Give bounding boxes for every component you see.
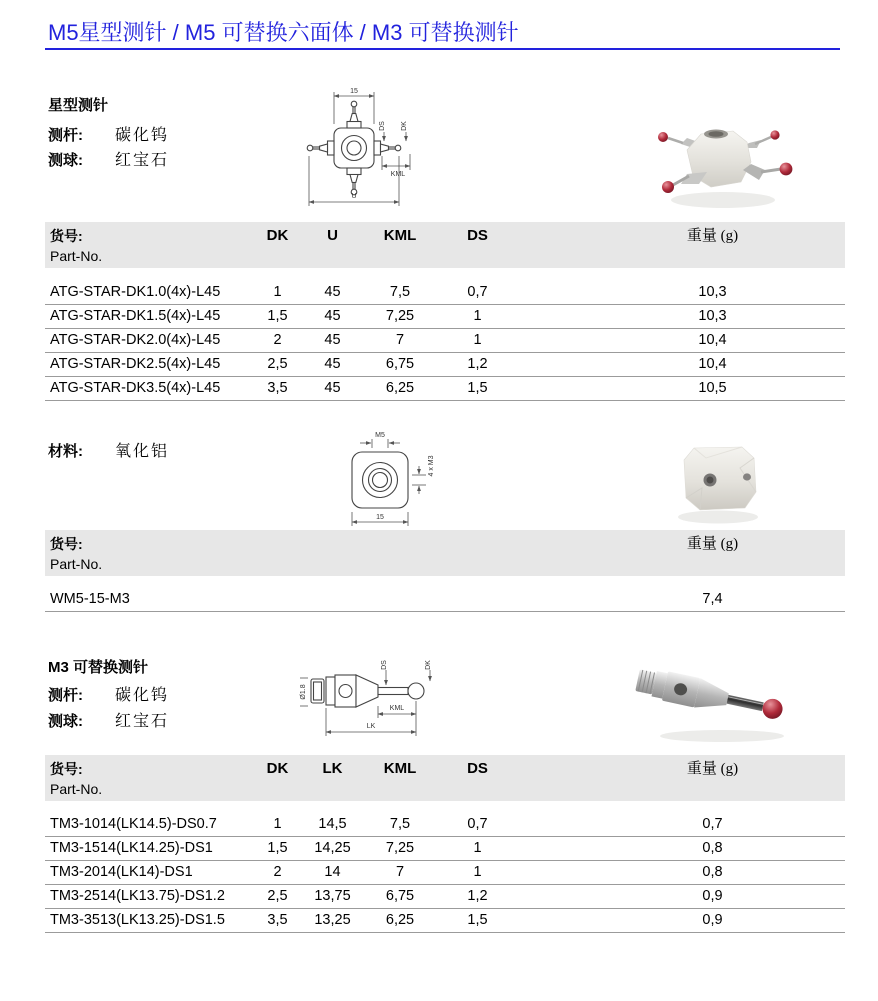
star-table-body [45, 281, 845, 401]
m3-table-header [45, 755, 845, 801]
cell-u: 45 [324, 380, 341, 396]
page-title: M5星型测针 / M5 可替换六面体 / M3 可替换测针 [48, 20, 519, 45]
ball-label: 测球: [48, 152, 83, 169]
cell-lk: 13,75 [314, 888, 351, 904]
render-shadow [678, 511, 758, 524]
cell-dk: 1,5 [267, 840, 288, 856]
cell-kml: 6,25 [385, 912, 415, 928]
ruby-ball [658, 132, 668, 142]
render-shadow [660, 730, 784, 742]
cell-weight: 10,4 [698, 332, 727, 348]
part-number: ATG-STAR-DK2.0(4x)-L45 [50, 332, 221, 348]
ruby-ball [770, 130, 779, 139]
cell-kml: 7,5 [389, 816, 411, 832]
part-number: WM5-15-M3 [50, 591, 130, 607]
dim-ds-label: DS [379, 121, 386, 131]
cube-table-body [45, 588, 845, 612]
render-shadow [671, 192, 775, 208]
cell-dk: 2,5 [267, 888, 288, 904]
ball-value: 红宝石 [115, 152, 170, 169]
cell-u: 45 [324, 356, 341, 372]
dim-dk-label: DK [425, 660, 432, 670]
cell-weight: 10,3 [698, 308, 727, 324]
column-weight: 重量 (g) [686, 761, 739, 777]
cell-ds: 1,2 [467, 888, 488, 904]
cell-kml: 7,25 [385, 308, 415, 324]
cell-u: 45 [324, 308, 341, 324]
cell-weight: 0,9 [702, 912, 723, 928]
partno-sub-label: Part-No. [50, 248, 103, 264]
partno-label: 货号: [50, 228, 83, 244]
table-row [45, 861, 845, 885]
cell-u: 45 [324, 332, 341, 348]
cell-dk: 2,5 [267, 356, 288, 372]
star-table-header [45, 222, 845, 268]
cell-dk: 1 [273, 284, 282, 300]
table-row [45, 305, 845, 329]
table-row [45, 909, 845, 933]
cell-weight: 10,5 [698, 380, 727, 396]
column-weight: 重量 (g) [686, 536, 739, 552]
cell-weight: 0,8 [702, 864, 723, 880]
cell-kml: 6,25 [385, 380, 415, 396]
part-number: TM3-1014(LK14.5)-DS0.7 [50, 816, 217, 832]
shaft-label: 测杆: [48, 127, 83, 144]
shaft-value: 碳化钨 [115, 687, 170, 704]
dim-kml-label: KML [390, 171, 406, 178]
table-row [45, 885, 845, 909]
cell-weight: 0,8 [702, 840, 723, 856]
part-number: TM3-3513(LK13.25)-DS1.5 [50, 912, 225, 928]
column-kml: KML [383, 760, 417, 777]
cell-weight: 0,9 [702, 888, 723, 904]
dim-ds-label: DS [381, 660, 388, 670]
dim-15-label: 15 [376, 514, 384, 521]
dim-u-label: U [351, 193, 357, 200]
cell-ds: 1 [473, 840, 482, 856]
cell-ds: 0,7 [467, 816, 488, 832]
cell-kml: 7 [395, 332, 405, 348]
cell-kml: 7,25 [385, 840, 415, 856]
ruby-ball [780, 163, 793, 176]
cell-ds: 1 [473, 864, 482, 880]
cube-technical-drawing [332, 426, 442, 528]
cell-ds: 1 [473, 332, 482, 348]
dim-lk-label: LK [366, 723, 376, 730]
column-weight: 重量 (g) [686, 228, 739, 244]
cell-dk: 3,5 [267, 380, 288, 396]
part-number: TM3-2014(LK14)-DS1 [50, 864, 193, 880]
ruby-ball [662, 181, 674, 193]
column-dk: DK [266, 227, 289, 244]
dim-m5-label: M5 [375, 432, 385, 439]
cell-dk: 2 [273, 332, 282, 348]
table-row [45, 377, 845, 401]
title-divider [45, 48, 840, 50]
cell-u: 45 [324, 284, 341, 300]
cell-kml: 6,75 [385, 888, 415, 904]
dim-dk-label: DK [401, 121, 408, 131]
cell-weight: 0,7 [702, 816, 723, 832]
partno-label: 货号: [50, 761, 83, 777]
dim-m3-label: 4 x M3 [428, 455, 435, 477]
dim-15-label: 15 [350, 88, 358, 95]
ball-label: 测球: [48, 713, 83, 730]
column-ds: DS [467, 760, 488, 777]
table-row [45, 588, 845, 612]
cell-weight: 7,4 [702, 591, 723, 607]
star-stylus-technical-drawing [292, 84, 437, 212]
cell-ds: 1 [473, 308, 482, 324]
cell-dk: 1 [273, 816, 282, 832]
cell-ds: 0,7 [467, 284, 488, 300]
cell-lk: 14,25 [314, 840, 351, 856]
table-row [45, 837, 845, 861]
part-number: ATG-STAR-DK1.5(4x)-L45 [50, 308, 221, 324]
star-section-heading: 星型测针 [48, 97, 109, 114]
m3-stylus-technical-drawing [298, 656, 438, 744]
cell-dk: 3,5 [267, 912, 288, 928]
part-number: TM3-1514(LK14.25)-DS1 [50, 840, 213, 856]
part-number: ATG-STAR-DK1.0(4x)-L45 [50, 284, 221, 300]
star-stylus-render [623, 88, 858, 218]
cube-render [650, 420, 790, 530]
stylus-body [634, 665, 785, 725]
column-lk: LK [322, 760, 343, 777]
cell-ds: 1,5 [467, 912, 488, 928]
column-ds: DS [467, 227, 488, 244]
column-kml: KML [383, 227, 417, 244]
cell-kml: 6,75 [385, 356, 415, 372]
m3-stylus-render [622, 648, 822, 748]
m3-section-heading: M3 可替换测针 [48, 659, 149, 676]
material-label: 材料: [48, 443, 83, 460]
partno-sub-label: Part-No. [50, 556, 103, 572]
material-value: 氧化铝 [115, 443, 170, 460]
cell-weight: 10,4 [698, 356, 727, 372]
part-number: ATG-STAR-DK3.5(4x)-L45 [50, 380, 221, 396]
cell-ds: 1,5 [467, 380, 488, 396]
cell-lk: 13,25 [314, 912, 351, 928]
column-dk: DK [266, 760, 289, 777]
table-row [45, 813, 845, 837]
ball-value: 红宝石 [115, 713, 170, 730]
cube-table-header [45, 530, 845, 576]
shaft-label: 测杆: [48, 687, 83, 704]
part-number: ATG-STAR-DK2.5(4x)-L45 [50, 356, 221, 372]
dim-diameter-label: Ø1.8 [300, 684, 307, 700]
cell-kml: 7 [395, 864, 405, 880]
cell-kml: 7,5 [389, 284, 411, 300]
cell-lk: 14 [324, 864, 341, 880]
ruby-ball [761, 697, 785, 721]
shaft-value: 碳化钨 [115, 127, 170, 144]
cell-dk: 1,5 [267, 308, 288, 324]
part-number: TM3-2514(LK13.75)-DS1.2 [50, 888, 225, 904]
table-row [45, 281, 845, 305]
cell-dk: 2 [273, 864, 282, 880]
column-u: U [327, 227, 338, 244]
m3-table-body [45, 813, 845, 933]
partno-label: 货号: [50, 536, 83, 552]
table-row [45, 329, 845, 353]
cell-weight: 10,3 [698, 284, 727, 300]
cell-lk: 14,5 [318, 816, 347, 832]
cell-ds: 1,2 [467, 356, 488, 372]
table-row [45, 353, 845, 377]
partno-sub-label: Part-No. [50, 781, 103, 797]
dim-kml-label: KML [389, 705, 405, 712]
